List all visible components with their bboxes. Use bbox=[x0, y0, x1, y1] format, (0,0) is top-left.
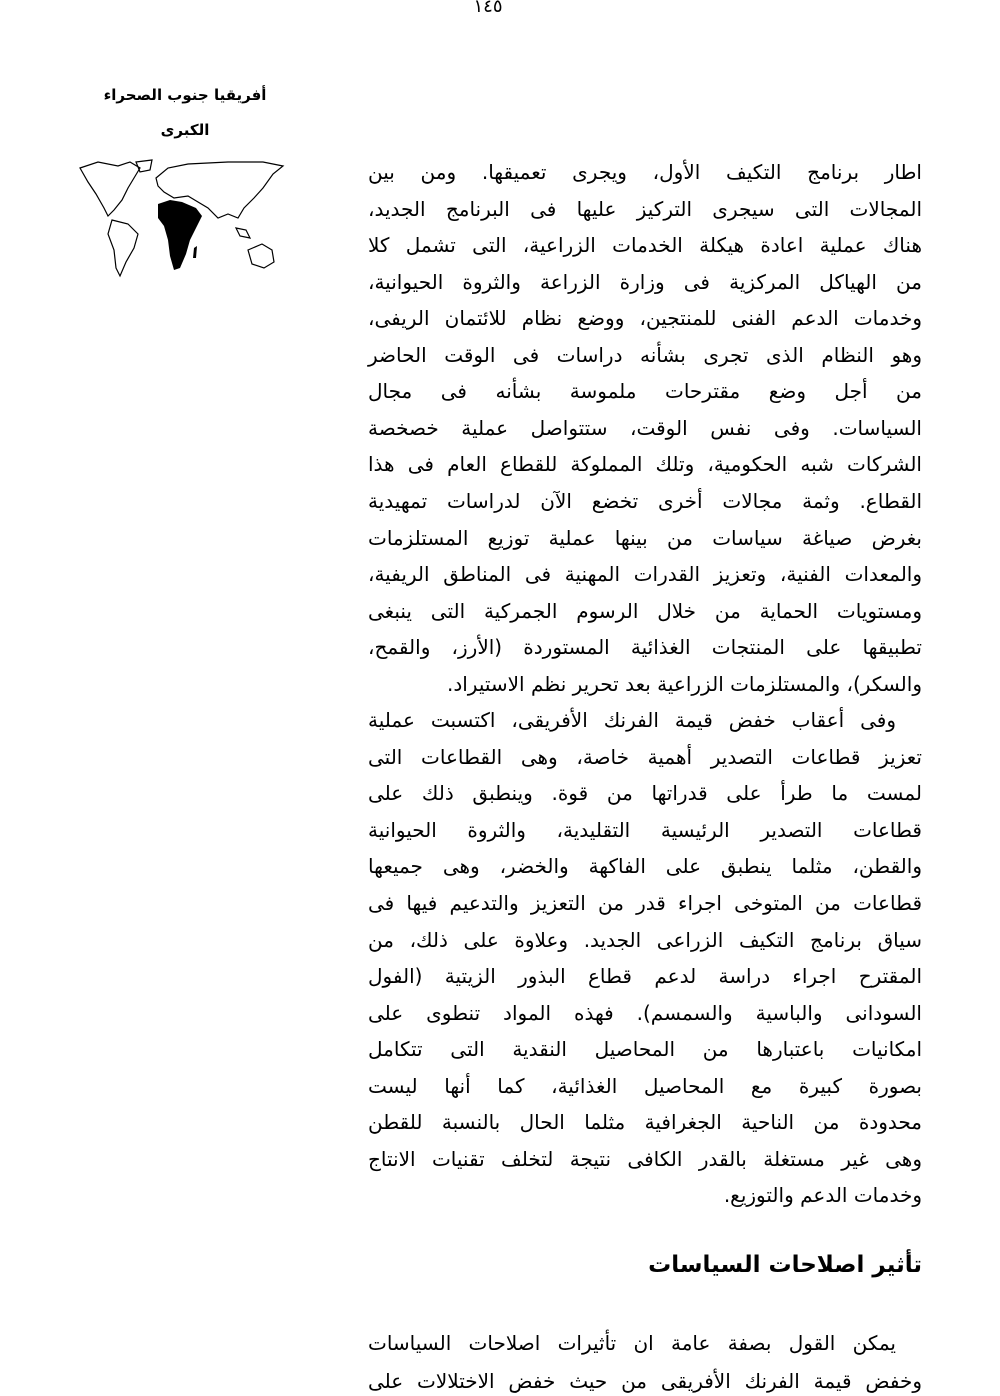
world-map-icon bbox=[78, 158, 290, 280]
islands-outline bbox=[236, 228, 250, 238]
text-line: بصورة كبيرة مع المحاصيل الغذائية، كما أنها ليست bbox=[368, 1073, 922, 1098]
text-line: وهى غير مستغلة بالقدر الكافى نتيجة لتخلف تقنيات الانتاج bbox=[368, 1146, 922, 1171]
section-heading: تأثير اصلاحات السياسات bbox=[648, 1252, 922, 1278]
text-line: تطبيقها على المنتجات الغذائية المستوردة (الأرز، والقمح، bbox=[368, 635, 922, 660]
text-line: محدودة من الناحية الجغرافية مثلما الحال بالنسبة للقطن bbox=[368, 1110, 922, 1135]
text-line: القطاع. وثمة مجالات أخرى تخضع الآن لدراسات تمهيدية bbox=[368, 488, 922, 513]
text-line: وخفض قيمة الفرنك الأفريقى من حيث خفض الاختلالات على bbox=[368, 1369, 922, 1393]
sidebar-title-line2: الكبرى bbox=[160, 121, 210, 139]
madagascar-shape bbox=[193, 246, 197, 258]
south-america-outline bbox=[108, 220, 138, 276]
text-line: وفى أعقاب خفض قيمة الفرنك الأفريقى، اكتسبت عملية bbox=[368, 708, 896, 733]
text-line: والقطن، مثلما ينطبق على الفاكهة والخضر، وهى جميعها bbox=[368, 854, 922, 879]
text-line: والسكر)، والمستلزمات الزراعية بعد تحرير نظم الاستيراد. bbox=[446, 671, 922, 696]
text-line: والمعدات الفنية، وتعزيز القدرات المهنية فى المناطق الريفية، bbox=[368, 562, 922, 587]
text-line: الشركات شبه الحكومية، وتلك المملوكة للقطاع العام فى هذا bbox=[368, 452, 922, 477]
text-line: لمست ما طرأ على قدراتها من قوة. وينطبق ذلك على bbox=[368, 781, 922, 806]
text-line: بغرض صياغة سياسات من بينها عملية توزيع المستلزمات bbox=[368, 525, 922, 550]
north-america-outline bbox=[80, 162, 140, 216]
text-line: ومستويات الحماية من خلال الرسوم الجمركية التى ينبغى bbox=[368, 598, 922, 623]
text-line: وخدمات الدعم الفنى للمنتجين، ووضع نظام للائتمان الريفى، bbox=[368, 306, 922, 331]
text-line: وهو النظام الذى تجرى بشأنه دراسات فى الوقت الحاضر bbox=[368, 342, 922, 367]
text-line: قطاعات التصدير الرئيسية التقليدية، والثروة الحيوانية bbox=[368, 817, 922, 842]
text-line: يمكن القول بصفة عامة ان تأثيرات اصلاحات السياسات bbox=[368, 1331, 896, 1355]
text-line: من الهياكل المركزية فى وزارة الزراعة والثروة الحيوانية، bbox=[368, 269, 922, 294]
australia-outline bbox=[248, 244, 274, 268]
text-line: قطاعات من المتوخى اجراء قدر من التعزيز والتدعيم فيها فى bbox=[368, 891, 922, 915]
text-line: المقترح اجراء دراسة لدعم قطاع البذور الزيتية (الفول bbox=[368, 964, 922, 989]
text-line: السياسات. وفى نفس الوقت، ستتواصل عملية خصخصة bbox=[368, 415, 922, 440]
sidebar-title: أفريقيا جنوب الصحراء bbox=[103, 86, 267, 104]
text-line: سياق برنامج التكيف الزراعى الجديد. وعلاوة على ذلك، من bbox=[368, 927, 922, 952]
text-line: من أجل وضع مقترحات ملموسة بشأنه فى مجال bbox=[368, 379, 922, 404]
sub-saharan-africa-highlight bbox=[158, 200, 202, 270]
text-line: وخدمات الدعم والتوزيع. bbox=[723, 1183, 922, 1208]
text-line: اطار برنامج التكيف الأول، ويجرى تعميقها. ومن بين bbox=[368, 160, 922, 184]
text-line: المجالات التى سيجرى التركيز عليها فى البرنامج الجديد، bbox=[368, 196, 922, 221]
text-line: السودانى والباسية والسمسم). فهذه المواد تنطوى على bbox=[368, 1000, 922, 1025]
text-line: امكانيات باعتبارها من المحاصيل النقدية التى تتكامل bbox=[368, 1037, 922, 1062]
text-line: تعزيز قطاعات التصدير أهمية خاصة، وهى القطاعات التى bbox=[368, 744, 922, 769]
text-line: هناك عملية اعادة هيكلة الخدمات الزراعية، التى تشمل كلا bbox=[368, 233, 922, 258]
page-number: ١٤٥ bbox=[473, 0, 503, 17]
